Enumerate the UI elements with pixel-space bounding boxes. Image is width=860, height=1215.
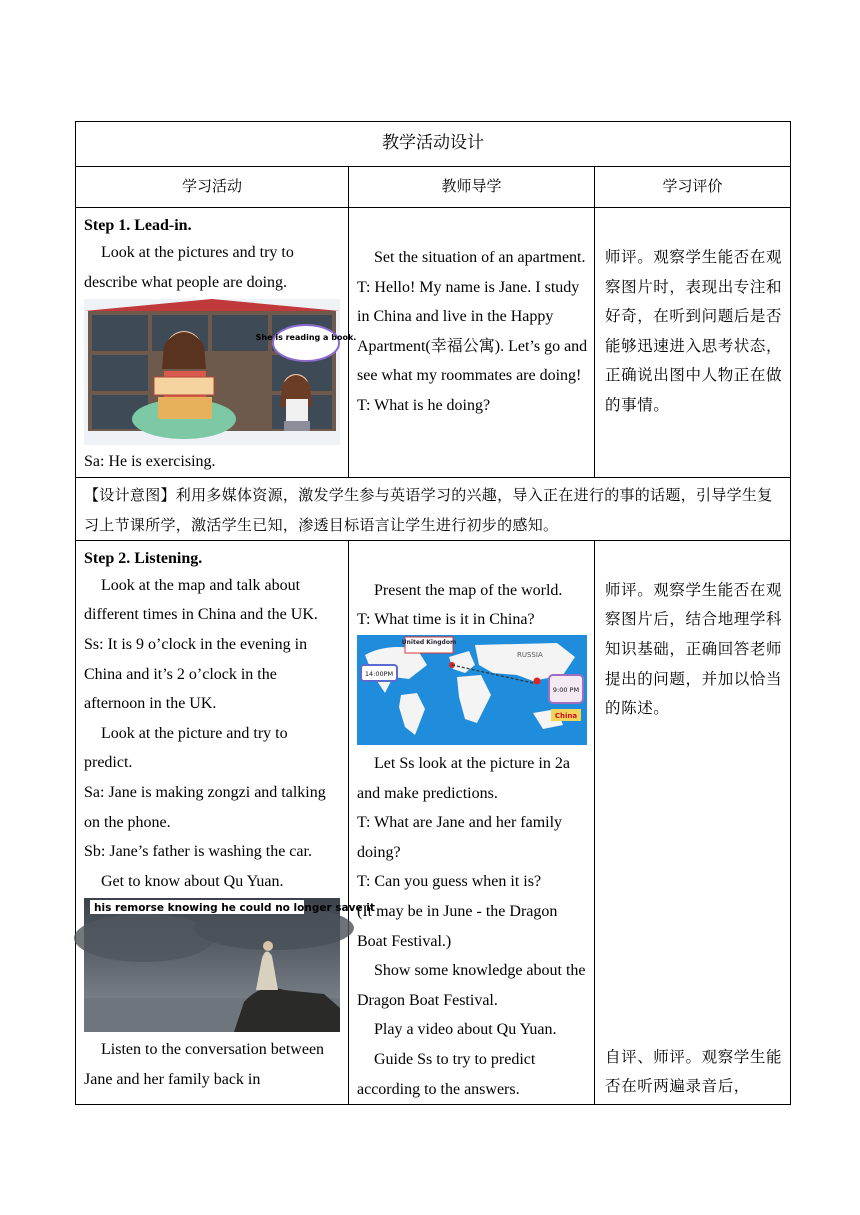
map-china-time: 9:00 PM xyxy=(552,685,580,694)
step1-teacher-line-1: Set the situation of an apartment. xyxy=(374,249,586,266)
map-china-label: China xyxy=(554,711,578,720)
step2-activity-line-3: Look at the picture and try to predict. xyxy=(84,724,288,772)
step2-evaluation-cell xyxy=(595,540,791,1104)
step2-teacher-line-5: T: Can you guess when it is? xyxy=(357,873,542,891)
step2-teacher-line-2: T: What time is it in China? xyxy=(357,611,535,629)
video-caption: his remorse knowing he could no longer save it xyxy=(94,902,375,915)
step1-heading: Step 1. Lead-in. xyxy=(84,217,192,234)
step2-evaluation-1: 师评。观察学生能否在观察图片后，结合地理学科知识基础，正确回答老师提出的问题，并加以恰当的陈述。 xyxy=(605,580,783,718)
step2-activity-line-1: Look at the map and talk about different times in China and the UK. xyxy=(84,576,318,624)
qu-yuan-video-image xyxy=(84,898,375,1032)
step1-teacher-cell xyxy=(349,208,595,478)
step2-teacher-line-3: Let Ss look at the picture in 2a and make predictions. xyxy=(357,754,570,802)
step2-evaluation-2: 自评、师评。观察学生能否在听两遍录音后， xyxy=(605,1047,783,1096)
reading-girl-image xyxy=(84,299,357,445)
step1-activity-text: Look at the pictures and try to describe what people are doing. xyxy=(84,244,294,291)
step2-teacher-line-4: T: What are Jane and her family doing? xyxy=(357,814,563,861)
speech-bubble-text: She is reading a book. xyxy=(255,333,357,343)
step1-activity-cell xyxy=(76,208,357,478)
step2-activity-line-4: Sa: Jane is making zongzi and talking on the phone. xyxy=(84,783,326,831)
step1-teacher-line-2: T: Hello! My name is Jane. I study in China and live in the Happy Apartment(幸福公寓). Let’s go and see what my roommates are doing! xyxy=(357,278,588,385)
step2-activity-line-7: Listen to the conversation between Jane and her family back in xyxy=(84,1041,325,1088)
step2-activity-line-5: Sb: Jane’s father is washing the car. xyxy=(84,843,312,861)
world-map-image xyxy=(357,635,587,745)
lesson-table xyxy=(75,121,791,1105)
step2-teacher-line-9: Guide Ss to try to predict according to the answers. xyxy=(357,1050,536,1098)
map-russia-label: RUSSIA xyxy=(517,650,543,659)
step2-teacher-line-1: Present the map of the world. xyxy=(374,581,563,599)
table-title: 教学活动设计 xyxy=(76,122,791,167)
map-uk-time: 14:00PM xyxy=(364,669,394,678)
map-uk-label: United Kingdom xyxy=(401,638,457,646)
step1-teacher-line-3: T: What is he doing? xyxy=(357,396,491,414)
header-teacher-guidance: 教师导学 xyxy=(349,167,595,208)
step2-activity-line-2: Ss: It is 9 o’clock in the evening in China and it’s 2 o’clock in the afternoon in the UK. xyxy=(84,635,308,713)
step2-teacher-line-6: (It may be in June - the Dragon Boat Festival.) xyxy=(357,902,558,950)
header-learning-activity: 学习活动 xyxy=(76,167,349,208)
step2-teacher-line-7: Show some knowledge about the Dragon Boat Festival. xyxy=(357,962,586,1009)
step1-evaluation-cell xyxy=(595,208,791,478)
step2-teacher-line-8: Play a video about Qu Yuan. xyxy=(374,1021,557,1039)
design-intent-cell: 【设计意图】利用多媒体资源，激发学生参与英语学习的兴趣，导入正在进行的事的话题，引导学生复习上节课所学，激活学生已知，渗透目标语言让学生进行初步的感知。 xyxy=(76,477,791,540)
step2-heading: Step 2. Listening. xyxy=(84,549,203,567)
header-evaluation: 学习评价 xyxy=(595,167,791,208)
step2-teacher-cell xyxy=(349,540,595,1104)
step1-student-answer: Sa: He is exercising. xyxy=(84,453,216,471)
step2-activity-line-6: Get to know about Qu Yuan. xyxy=(101,872,284,890)
step1-evaluation: 师评。观察学生能否在观察图片时，表现出专注和好奇，在听到问题后是否能够迅速进入思考状态，正确说出图中人物正在做的事情。 xyxy=(605,248,783,414)
step2-activity-cell xyxy=(76,540,375,1104)
